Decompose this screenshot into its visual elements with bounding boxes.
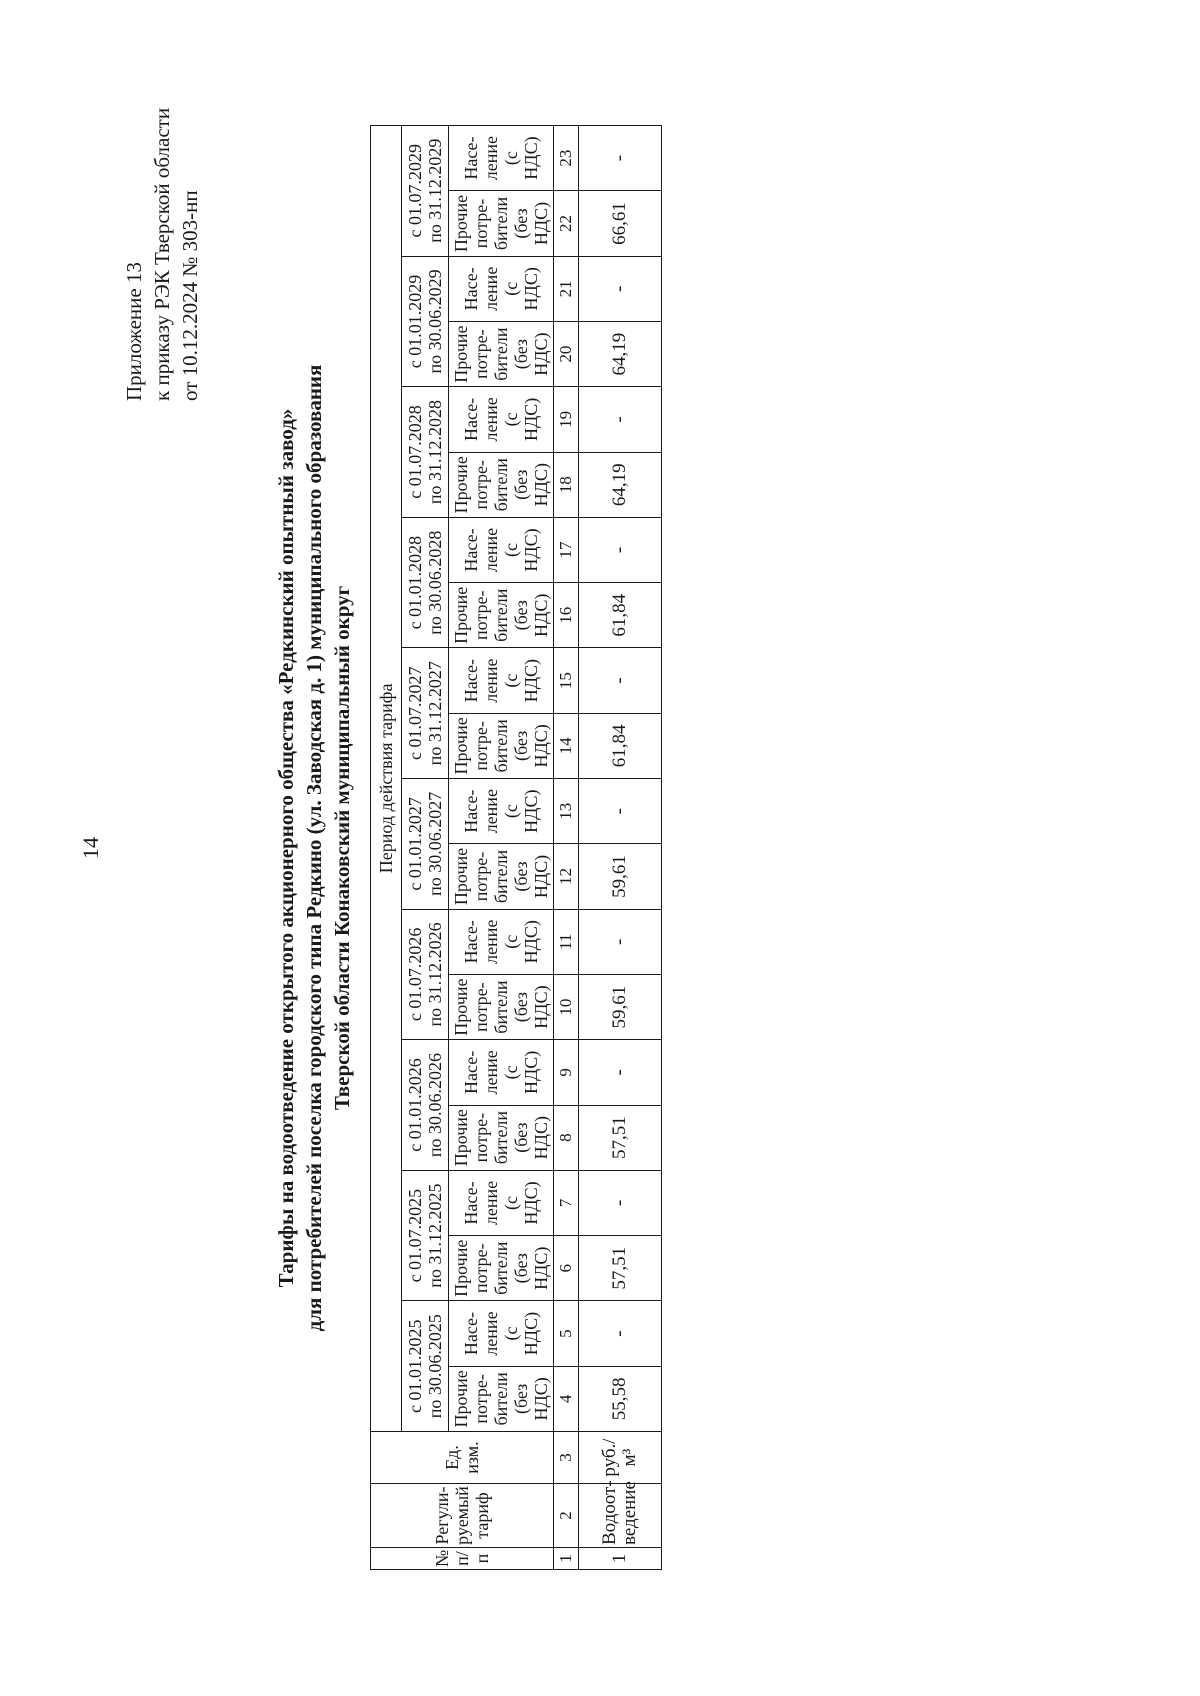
column-index: 2 (554, 1484, 579, 1548)
column-index: 7 (554, 1170, 579, 1235)
title-line: Тверской области Конаковский муниципальный округ (330, 585, 354, 1111)
col-header-unit: Ед. изм. (371, 1432, 554, 1484)
tariff-value: - (579, 648, 662, 713)
tariff-value: - (579, 1170, 662, 1235)
appendix-line: Приложение 13 (122, 262, 146, 401)
column-index: 10 (554, 974, 579, 1039)
consumer-other-header: Прочие потре- бители (без НДС) (449, 321, 554, 386)
column-index: 23 (554, 125, 579, 191)
tariff-value: - (579, 517, 662, 582)
period-date-range: с 01.01.2025 по 30.06.2025 (402, 1301, 449, 1432)
column-index: 4 (554, 1366, 579, 1431)
column-index: 17 (554, 517, 579, 582)
tariff-value: 59,61 (579, 844, 662, 909)
page-number: 14 (78, 837, 103, 859)
tariff-value: - (579, 779, 662, 844)
tariff-value: - (579, 1301, 662, 1366)
header-row-consumers (449, 125, 554, 1569)
period-date-range: с 01.01.2027 по 30.06.2027 (402, 779, 449, 910)
consumer-other-header: Прочие потре- бители (без НДС) (449, 1236, 554, 1301)
tariff-value: 55,58 (579, 1366, 662, 1431)
period-date-range: с 01.07.2027 по 31.12.2027 (402, 648, 449, 779)
consumer-other-header: Прочие потре- бители (без НДС) (449, 452, 554, 517)
title-line: для потребителей поселка городского типа Редкино (ул. Заводская д. 1) муниципального образования (302, 364, 326, 1332)
tariff-value: 61,84 (579, 583, 662, 648)
consumer-other-header: Прочие потре- бители (без НДС) (449, 191, 554, 256)
tariff-value: - (579, 1040, 662, 1105)
tariff-value: 61,84 (579, 713, 662, 778)
consumer-population-header: Насе- ление (с НДС) (449, 909, 554, 974)
tariff-value: 57,51 (579, 1236, 662, 1301)
consumer-population-header: Насе- ление (с НДС) (449, 517, 554, 582)
tariff-value: 64,19 (579, 321, 662, 386)
column-index: 13 (554, 779, 579, 844)
consumer-other-header: Прочие потре- бители (без НДС) (449, 844, 554, 909)
header-row-period (371, 125, 402, 1569)
title-line: Тарифы на водоотведение открытого акционерного общества «Редкинский опытный завод» (274, 408, 298, 1288)
tariff-value: 57,51 (579, 1105, 662, 1170)
tariff-value: 66,61 (579, 191, 662, 256)
tariff-value: - (579, 387, 662, 452)
column-index: 3 (554, 1432, 579, 1484)
tariff-value: - (579, 256, 662, 321)
consumer-population-header: Насе- ление (с НДС) (449, 387, 554, 452)
period-date-range: с 01.07.2025 по 31.12.2025 (402, 1170, 449, 1301)
tariff-value: - (579, 909, 662, 974)
period-date-range: с 01.07.2029 по 31.12.2029 (402, 125, 449, 256)
tariff-value: 64,19 (579, 452, 662, 517)
col-header-tariff: Регули-руемый тариф (371, 1484, 554, 1548)
consumer-population-header: Насе- ление (с НДС) (449, 125, 554, 191)
consumer-other-header: Прочие потре- бители (без НДС) (449, 1366, 554, 1431)
consumer-other-header: Прочие потре- бители (без НДС) (449, 1105, 554, 1170)
consumer-other-header: Прочие потре- бители (без НДС) (449, 583, 554, 648)
column-index: 9 (554, 1040, 579, 1105)
col-header-number: № п/ п (371, 1548, 554, 1570)
period-date-range: с 01.01.2028 по 30.06.2028 (402, 517, 449, 648)
tariff-value: - (579, 125, 662, 191)
header-row-dates (402, 125, 449, 1569)
consumer-other-header: Прочие потре- бители (без НДС) (449, 713, 554, 778)
column-index: 6 (554, 1236, 579, 1301)
document-title (272, 0, 356, 1696)
column-index: 11 (554, 909, 579, 974)
consumer-population-header: Насе- ление (с НДС) (449, 1040, 554, 1105)
column-index: 18 (554, 452, 579, 517)
row-tariff-name: Водоот-ведение (579, 1484, 662, 1548)
tariff-table (370, 125, 662, 1570)
row-number: 1 (579, 1548, 662, 1570)
period-date-range: с 01.01.2026 по 30.06.2026 (402, 1040, 449, 1171)
consumer-population-header: Насе- ление (с НДС) (449, 648, 554, 713)
table-row (579, 125, 662, 1569)
appendix-line: к приказу РЭК Тверской области (150, 107, 174, 401)
appendix-reference (120, 108, 204, 401)
consumer-population-header: Насе- ление (с НДС) (449, 1170, 554, 1235)
tariff-value: 59,61 (579, 974, 662, 1039)
period-date-range: с 01.07.2026 по 31.12.2026 (402, 909, 449, 1040)
period-date-range: с 01.07.2028 по 31.12.2028 (402, 387, 449, 518)
column-index: 15 (554, 648, 579, 713)
column-index: 20 (554, 321, 579, 386)
column-index: 12 (554, 844, 579, 909)
consumer-population-header: Насе- ление (с НДС) (449, 779, 554, 844)
consumer-other-header: Прочие потре- бители (без НДС) (449, 974, 554, 1039)
row-unit: руб./м³ (579, 1432, 662, 1484)
column-index: 22 (554, 191, 579, 256)
column-index: 16 (554, 583, 579, 648)
column-index: 21 (554, 256, 579, 321)
consumer-population-header: Насе- ление (с НДС) (449, 1301, 554, 1366)
column-index: 14 (554, 713, 579, 778)
consumer-population-header: Насе- ление (с НДС) (449, 256, 554, 321)
column-index: 8 (554, 1105, 579, 1170)
appendix-line: от 10.12.2024 № 303-нп (178, 190, 202, 401)
column-index: 19 (554, 387, 579, 452)
column-index: 5 (554, 1301, 579, 1366)
column-index: 1 (554, 1548, 579, 1570)
period-header: Период действия тарифа (371, 125, 402, 1431)
period-date-range: с 01.01.2029 по 30.06.2029 (402, 256, 449, 387)
header-row-index (554, 125, 579, 1569)
